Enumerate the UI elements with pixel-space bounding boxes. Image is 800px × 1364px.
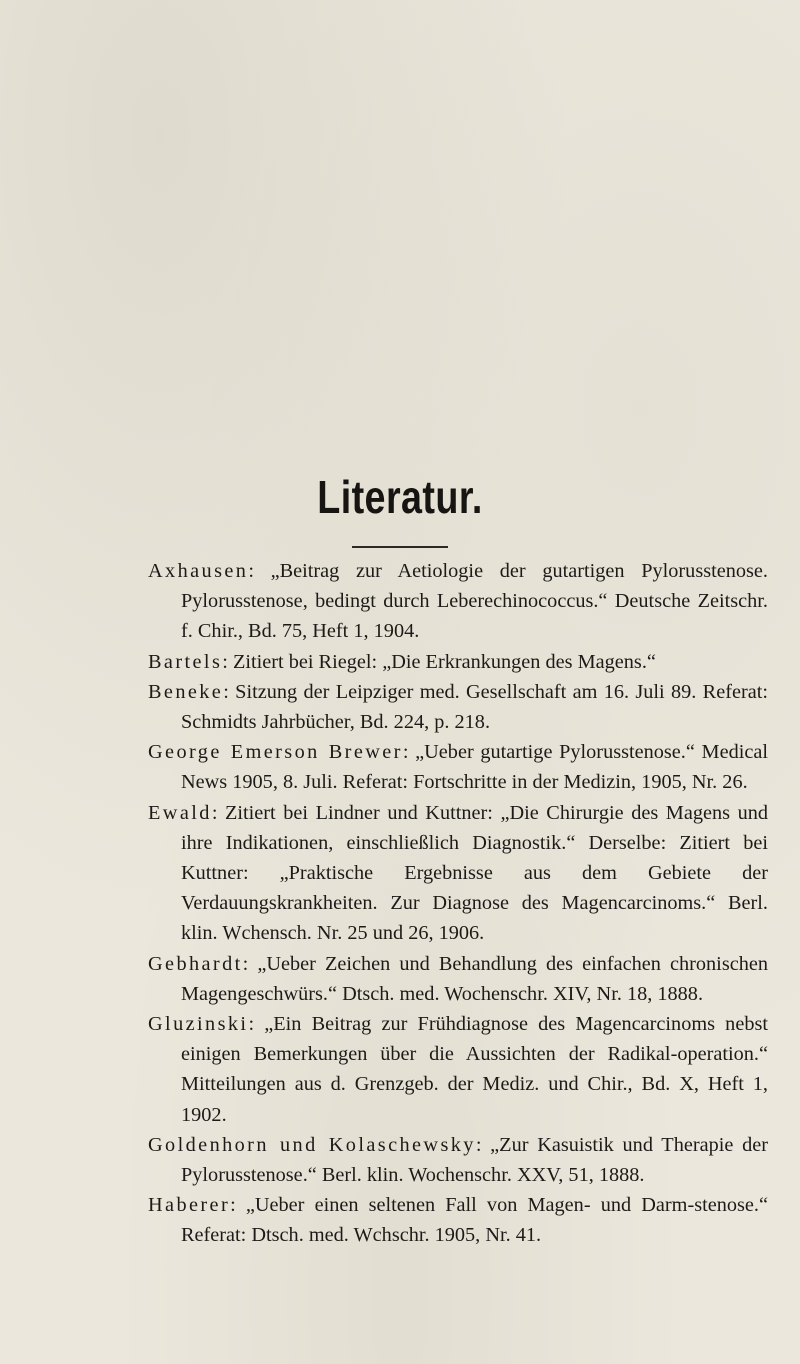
reference-author: Beneke [148, 680, 224, 703]
reference-text: : Zitiert bei Riegel: „Die Erkrankungen des Magens.“ [222, 650, 656, 673]
page-heading: Literatur. [317, 471, 483, 523]
reference-entry [148, 737, 768, 797]
reference-text: : Sitzung der Leipziger med. Gesellschaft am 16. Juli 89. Referat: Schmidts Jahrbücher, Bd. 224, p. 218. [181, 680, 768, 734]
reference-text: : „Ein Beitrag zur Frühdiagnose des Magencarcinoms nebst einigen Bemerkungen über die Aussichten der Radikal-operation.“ Mitteilungen aus d. Grenzgeb. der Mediz. und Chir., Bd. X, Heft 1, 1902. [181, 1013, 768, 1126]
reference-text: : „Zur Kasuistik und Therapie der Pylorusstenose.“ Berl. klin. Wochenschr. XXV, 51, 1888. [181, 1133, 768, 1187]
reference-author: Gebhardt [148, 952, 243, 975]
reference-entry [148, 1009, 768, 1130]
reference-author: Ewald [148, 801, 212, 824]
reference-text: : „Ueber einen seltenen Fall von Magen- und Darm-stenose.“ Referat: Dtsch. med. Wchschr. 1905, Nr. 41. [181, 1194, 768, 1247]
reference-entry [148, 677, 768, 737]
reference-entry [148, 1130, 768, 1190]
reference-author: Goldenhorn und Kolaschewsky [148, 1133, 476, 1156]
reference-text: : „Ueber Zeichen und Behandlung des einfachen chronischen Magengeschwürs.“ Dtsch. med. Wochenschr. XIV, Nr. 18, 1888. [181, 952, 768, 1005]
reference-author: George Emerson Brewer [148, 741, 403, 764]
heading-rule [352, 546, 448, 548]
reference-list [148, 556, 768, 1251]
reference-entry [148, 798, 768, 949]
reference-entry [148, 949, 768, 1009]
reference-entry [148, 556, 768, 647]
reference-author: Bartels [148, 650, 223, 673]
reference-author: Gluzinski [148, 1013, 249, 1036]
reference-text: : „Beitrag zur Aetiologie der gutartigen Pylorusstenose. Pylorusstenose, bedingt durch Leberechinococcus.“ Deutsche Zeitschr. f. Chir., Bd. 75, Heft 1, 1904. [181, 560, 768, 643]
reference-author: Axhausen [148, 560, 249, 582]
reference-entry [148, 647, 768, 677]
reference-author: Haberer [148, 1194, 231, 1217]
reference-entry [148, 1190, 768, 1250]
reference-text: : Zitiert bei Lindner und Kuttner: „Die Chirurgie des Magens und ihre Indikationen, einschließlich Diagnostik.“ Derselbe: Zitiert bei Kuttner: „Praktische Ergebnisse aus dem Gebiete der Verdauungskrankheiten. Zur Diagnose des Magencarcinoms.“ Berl. klin. Wchensch. Nr. 25 und 26, 1906. [181, 801, 768, 945]
reference-text: : „Ueber gutartige Pylorusstenose.“ Medical News 1905, 8. Juli. Referat: Fortschritte in der Medizin, 1905, Nr. 26. [181, 741, 768, 794]
